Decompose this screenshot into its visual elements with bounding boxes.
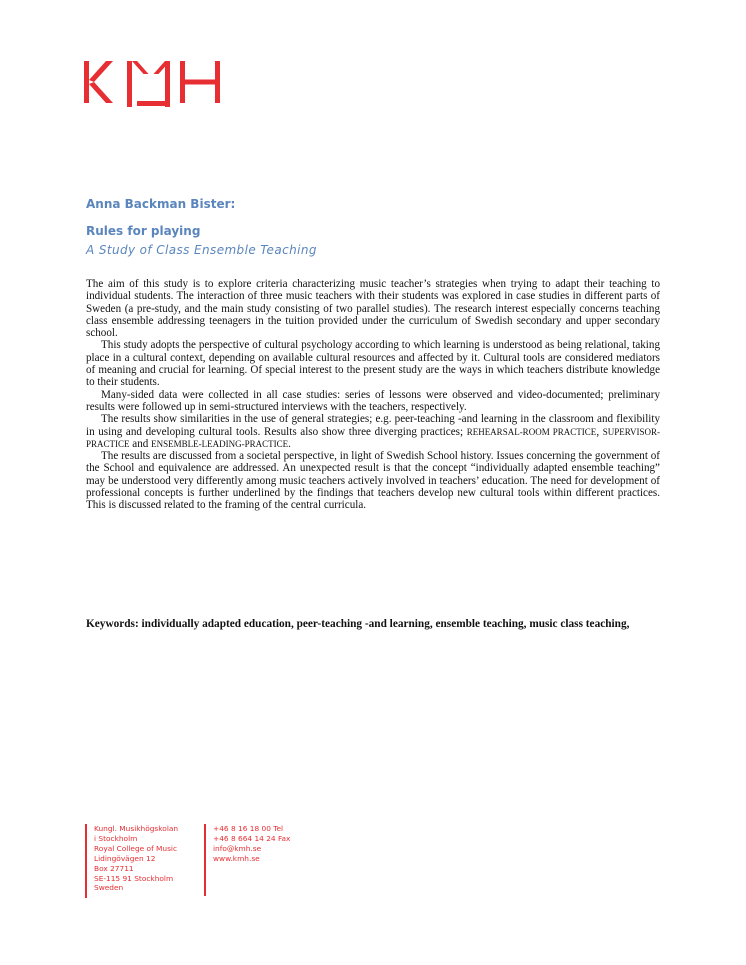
abstract-paragraph: The aim of this study is to explore criteria characterizing music teacher’s strategies when trying to adapt their teaching to individual students. The interaction of three music teachers with their students was explored in case studies in different parts of Sweden (a pre-study, and the main study consisting of two parallel studies). The research interest especially concerns teaching class ensemble addressing teenagers in the tuition provided under the curriculum of Swedish secondary and upper secondary school. (86, 278, 660, 340)
practice-term: REHEARSAL-ROOM PRACTICE (466, 426, 597, 437)
document-title: Rules for playing (86, 224, 201, 238)
email-link[interactable]: info@kmh.se (213, 843, 262, 853)
keywords: Keywords: individually adapted education, peer-teaching -and learning, ensemble teaching, music class teaching, (86, 618, 630, 630)
address-line: Lidingövägen 12 (94, 853, 156, 863)
address-line: Royal College of Music (94, 843, 178, 853)
abstract-paragraph (86, 413, 660, 450)
abstract-body (86, 278, 660, 512)
separator-text: . (288, 437, 291, 450)
abstract-paragraph: This study adopts the perspective of cultural psychology according to which learning is understood as being relational, taking place in a cultural context, depending on available cultural resources and affected by it. Cultural tools are considered mediators of meaning and crucial for learning. Of special interest to the present study are the ways in which teachers distribute knowledge to their students. (86, 339, 660, 389)
phone-number: +46 8 16 18 00 Tel (213, 824, 284, 833)
separator-text: and (129, 437, 152, 450)
abstract-paragraph: Many-sided data were collected in all case studies: series of lessons were observed and video-documented; preliminary results were followed up in semi-structured interviews with the teachers, respectively. (86, 388, 660, 413)
address-line: Sweden (94, 883, 124, 893)
author-name: Anna Backman Bister: (86, 197, 236, 211)
fax-number: +46 8 664 14 24 Fax (213, 833, 291, 843)
website-link[interactable]: www.kmh.se (213, 853, 260, 863)
footer-address (85, 824, 178, 898)
separator-text: , (596, 425, 603, 438)
footer-contact (204, 824, 290, 896)
address-line: SE-115 91 Stockholm (94, 873, 174, 883)
document-subtitle: A Study of Class Ensemble Teaching (86, 243, 317, 257)
address-line: Box 27711 (94, 863, 134, 873)
abstract-paragraph: The results are discussed from a societal perspective, in light of Swedish School history. Issues concerning the government of the School and equivalence are addressed. An unexpected result is that the concept “individually adapted ensemble teaching” may be understood very differently among music teachers actively involved in teachers’ education. The need for development of professional concepts is further underlined by the findings that teachers develop new cultural tools within different practices. This is discussed related to the framing of the central curricula. (86, 450, 660, 512)
practice-term: ENSEMBLE-LEADING-PRACTICE (151, 438, 289, 449)
kmh-logo (84, 61, 224, 107)
address-line: Kungl. Musikhögskolan (94, 824, 179, 833)
address-line: i Stockholm (94, 833, 138, 843)
practice-term: SUPERVISOR-PRACTICE (86, 426, 661, 449)
paragraph-text: The results show similarities in the use of general strategies; e.g. peer-teaching -and learning in the classroom and flexibility in using and developing cultural tools. Results also show three diverging practices; (86, 413, 660, 438)
